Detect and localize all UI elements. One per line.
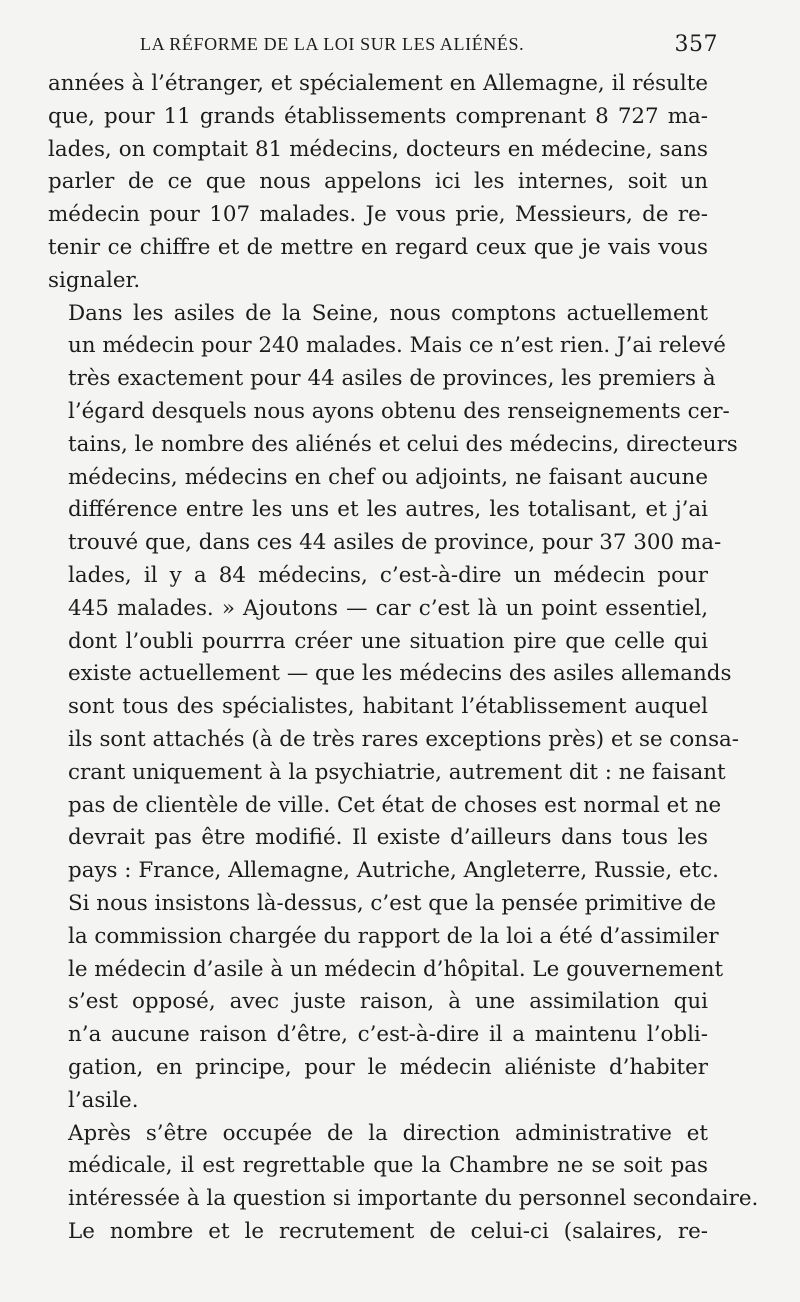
text-line: ils sont attachés (à de très rares exceptions près) et se consa- [68, 726, 740, 752]
text-line: existe actuellement — que les médecins des asiles allemands [68, 661, 732, 687]
text-line: l’asile. [68, 1087, 139, 1113]
text-line: parler de ce que nous appelons ici les internes, soit un [48, 169, 708, 195]
text-line: médecins, médecins en chef ou adjoints, ne faisant aucune [68, 464, 708, 490]
text-line: médecin pour 107 malades. Je vous prie, Messieurs, de re- [48, 202, 708, 228]
text-line: Après s’être occupée de la direction administrative et [68, 1120, 708, 1146]
page-number: 357 [674, 32, 718, 57]
text-line: que, pour 11 grands établissements comprenant 8 727 ma- [48, 103, 708, 129]
text-line: trouvé que, dans ces 44 asiles de province, pour 37 300 ma- [68, 530, 722, 556]
text-line: gation, en principe, pour le médecin aliéniste d’habiter [68, 1054, 708, 1080]
text-line: n’a aucune raison d’être, c’est-à-dire il a maintenu l’obli- [68, 1022, 708, 1048]
text-line: devrait pas être modifié. Il existe d’ailleurs dans tous les [68, 825, 708, 851]
text-line: l’égard desquels nous ayons obtenu des renseignements cer- [68, 398, 730, 424]
text-line: crant uniquement à la psychiatrie, autrement dit : ne faisant [68, 759, 726, 785]
text-line: le médecin d’asile à un médecin d’hôpital. Le gouvernement [68, 956, 724, 982]
text-line: 445 malades. » Ajoutons — car c’est là un point essentiel, [68, 595, 708, 621]
text-line: Dans les asiles de la Seine, nous comptons actuellement [68, 300, 708, 326]
text-line: sont tous des spécialistes, habitant l’établissement auquel [68, 694, 708, 720]
text-line: pays : France, Allemagne, Autriche, Angleterre, Russie, etc. [68, 858, 719, 884]
text-line: un médecin pour 240 malades. Mais ce n’est rien. J’ai relevé [68, 333, 726, 359]
paragraph [48, 298, 740, 1118]
text-line: années à l’étranger, et spécialement en Allemagne, il résulte [48, 71, 708, 96]
paragraph [48, 68, 708, 298]
text-line: s’est opposé, avec juste raison, à une assimilation qui [68, 989, 708, 1015]
text-line: très exactement pour 44 asiles de provinces, les premiers à [68, 366, 716, 392]
body-text [48, 68, 759, 1249]
text-line: intéressée à la question si importante du personnel secondaire. [68, 1186, 759, 1212]
text-line: dont l’oubli pourrra créer une situation pire que celle qui [68, 628, 708, 654]
text-line: signaler. [48, 267, 141, 293]
running-head [48, 28, 718, 68]
text-line: tenir ce chiffre et de mettre en regard ceux que je vais vous [48, 234, 708, 260]
text-line: Si nous insistons là-dessus, c’est que la pensée primitive de [68, 890, 716, 916]
text-line: lades, on comptait 81 médecins, docteurs en médecine, sans [48, 136, 708, 162]
text-line: Le nombre et le recrutement de celui-ci (salaires, re- [68, 1218, 708, 1244]
text-line: pas de clientèle de ville. Cet état de choses est normal et ne [68, 792, 722, 818]
text-line: la commission chargée du rapport de la loi a été d’assimiler [68, 923, 719, 949]
paragraph [48, 1118, 759, 1249]
text-line: tains, le nombre des aliénés et celui des médecins, directeurs [68, 431, 738, 457]
text-line: lades, il y a 84 médecins, c’est-à-dire un médecin pour [68, 562, 708, 588]
text-line: médicale, il est regrettable que la Chambre ne se soit pas [68, 1153, 708, 1179]
running-title: LA RÉFORME DE LA LOI SUR LES ALIÉNÉS. [140, 34, 525, 54]
text-line: différence entre les uns et les autres, les totalisant, et j’ai [68, 497, 708, 523]
